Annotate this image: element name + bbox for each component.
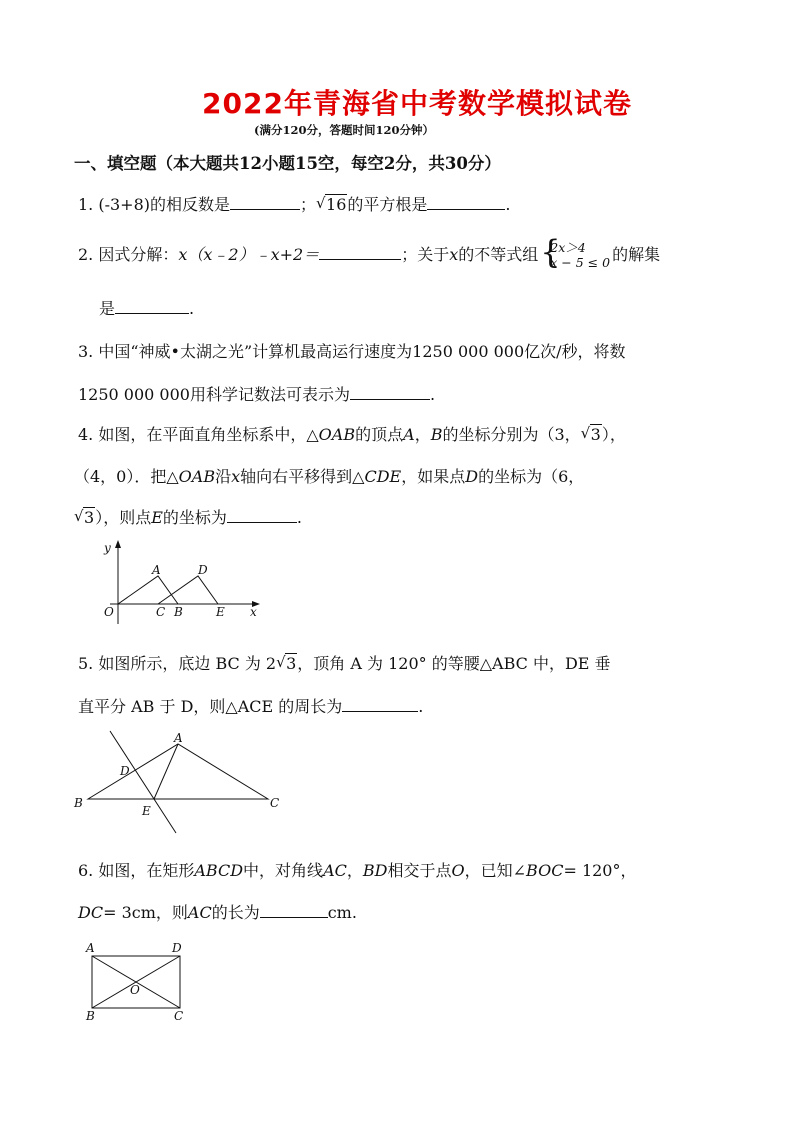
answer-blank-1b[interactable] xyxy=(427,195,505,210)
label-y: y xyxy=(104,541,111,555)
label-E: E xyxy=(216,605,225,619)
question-1: 1. (-3+8)的相反数是 ；√ 16的平方根是 . xyxy=(78,192,511,215)
sqrt-expression: √ 16 xyxy=(316,195,347,214)
question-4-line3: √ 3），则点E的坐标为 . xyxy=(74,505,302,528)
label-B: B xyxy=(86,1009,95,1023)
label-D: D xyxy=(198,563,208,577)
page-title: 2022年青海省中考数学模拟试卷 xyxy=(202,87,632,120)
label-E: E xyxy=(142,804,151,818)
label-A: A xyxy=(174,731,183,745)
page-subtitle: (满分120分，答题时间120分钟） xyxy=(254,123,434,137)
figure-5-triangle xyxy=(70,727,290,839)
label-A: A xyxy=(86,941,95,955)
label-A: A xyxy=(152,563,161,577)
label-C: C xyxy=(156,605,166,619)
question-6: 6. 如图，在矩形ABCD中，对角线AC，BD相交于点O，已知∠BOC= 120°， xyxy=(78,861,637,880)
label-x: x xyxy=(250,605,257,619)
label-O: O xyxy=(130,983,140,997)
question-3: 3. 中国“神威•太湖之光”计算机最高运行速度为1250 000 000亿次/秒，将数 xyxy=(78,342,626,361)
answer-blank-1a[interactable] xyxy=(230,195,300,210)
figure-4-coordinate-plane xyxy=(98,538,268,630)
label-D: D xyxy=(172,941,182,955)
question-4-line2: （4，0）．把△OAB沿x轴向右平移得到△CDE，如果点D的坐标为（6， xyxy=(74,467,585,486)
label-B: B xyxy=(74,796,83,810)
answer-blank-5[interactable] xyxy=(342,697,418,712)
answer-blank-2a[interactable] xyxy=(319,245,401,260)
answer-blank-6[interactable] xyxy=(260,903,328,918)
question-5: 5. 如图所示，底边 BC 为 2√ 3，顶角 A 为 120° 的等腰△ABC 中，DE 垂 xyxy=(78,651,611,674)
figure-6-rectangle xyxy=(84,940,194,1024)
question-5-line2: 直平分 AB 于 D，则△ACE 的周长为 . xyxy=(78,697,424,716)
question-6-line2: DC= 3cm，则AC的长为 cm. xyxy=(78,903,357,922)
label-C: C xyxy=(270,796,280,810)
answer-blank-4[interactable] xyxy=(227,508,297,523)
answer-blank-2b[interactable] xyxy=(115,299,189,314)
question-4: 4. 如图，在平面直角坐标系中，△OAB的顶点A，B的坐标分别为（3，√ 3）， xyxy=(78,422,626,445)
question-3-line2: 1250 000 000用科学记数法可表示为 . xyxy=(78,385,436,404)
label-D: D xyxy=(120,764,130,778)
label-C: C xyxy=(174,1009,184,1023)
label-O: O xyxy=(104,605,114,619)
inequality-system: { 2x＞4 x − 5 ≤ 0 xyxy=(540,233,611,271)
question-2: 2. 因式分解：x（x﹣2）﹣x+2＝ ；关于x的不等式组 { 2x＞4 x − 5 ≤ 0 的解集 xyxy=(78,233,661,271)
section-heading: 一、填空题（本大题共12小题15空，每空2分，共30分） xyxy=(74,154,501,173)
label-B: B xyxy=(174,605,183,619)
answer-blank-3[interactable] xyxy=(350,385,430,400)
question-2-line2: 是 . xyxy=(99,299,195,318)
